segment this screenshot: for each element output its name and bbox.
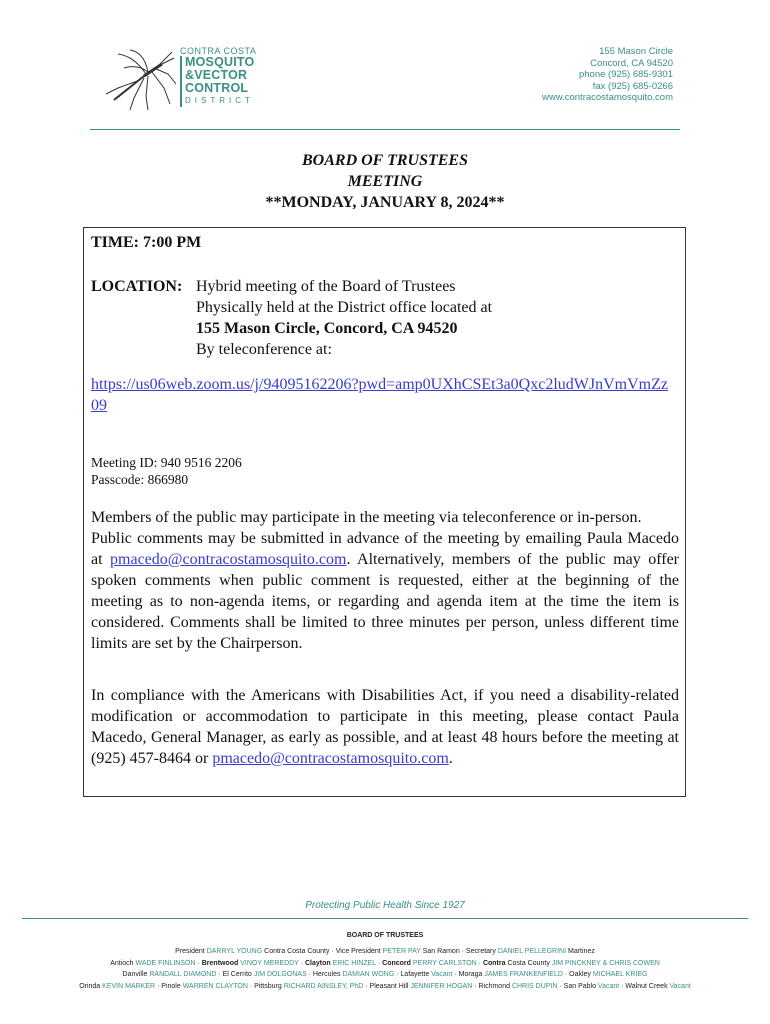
meeting-location <box>91 276 492 360</box>
trustee-name: MICHAEL KRIEG <box>592 971 648 978</box>
footer-divider <box>22 918 748 919</box>
public-participation-text: Members of the public may participate in the meeting via teleconference or in-person. <box>91 509 642 526</box>
public-comment-rest: . Alternatively, members of the public may offer spoken comments when public comment is requested, either at the beginning of the meeting as to non-agenda items, or regarding and agenda item at the time the item is considered. Comments shall be limited to three minutes per person, unless different time limits are set by the Chairperson. <box>91 551 680 652</box>
location-label: LOCATION: <box>91 278 183 295</box>
trustee-line <box>0 958 770 970</box>
trustee-name: PERRY CARLSTON <box>412 959 477 967</box>
trustee-name: Vacant <box>669 982 691 990</box>
trustee-city: · Walnut Creek <box>619 982 670 990</box>
logo-wordmark <box>180 46 256 107</box>
trustee-city: · <box>375 959 383 967</box>
trustee-city: · Richmond <box>472 982 512 990</box>
trustee-name: Vacant <box>431 971 453 978</box>
title-line-meeting: MEETING <box>347 173 423 190</box>
location-line: By teleconference at: <box>196 341 332 358</box>
trustee-line <box>0 981 770 993</box>
trustee-name: JENNIFER HOGAN <box>410 982 473 990</box>
contact-phone: phone (925) 685-9301 <box>578 69 673 80</box>
trustee-city: Danville <box>122 971 150 978</box>
title-line-board: BOARD OF TRUSTEES <box>302 152 468 169</box>
trustee-city: Brentwood <box>201 959 239 967</box>
contact-city: Concord, CA 94520 <box>590 57 673 69</box>
logo-line-contra-costa: CONTRA COSTA <box>180 46 257 56</box>
email-link-ada[interactable]: pmacedo@contracostamosquito.com <box>212 750 449 767</box>
mosquito-icon <box>104 48 178 112</box>
trustee-name: RANDALL DIAMOND <box>149 971 217 978</box>
trustee-line <box>0 969 770 981</box>
trustee-city: · Pinole <box>155 982 183 990</box>
trustee-name: VINOY MEREDDY <box>240 959 299 967</box>
trustee-city: · <box>476 959 483 967</box>
public-comment-text: Public comments may be submitted in advance of the meeting by emailing Paula Macedo at <box>91 530 679 568</box>
email-link[interactable]: pmacedo@contracostamosquito.com <box>110 551 347 568</box>
district-logo <box>104 46 264 114</box>
trustee-name: DANIEL PELLEGRINI <box>497 948 567 955</box>
footer-tagline: Protecting Public Health Since 1927 <box>305 900 465 911</box>
trustee-name: KEVIN MARKER <box>102 982 156 990</box>
trustee-city: · El Cerrito <box>216 971 254 978</box>
contact-web[interactable]: www.contracostamosquito.com <box>542 92 673 103</box>
trustee-name: CHRIS DUPIN <box>511 982 558 990</box>
meeting-time: TIME: 7:00 PM <box>91 234 202 251</box>
trustee-name: WADE FINLINSON <box>135 959 196 967</box>
trustee-name: RICHARD AINSLEY, PhD <box>283 982 364 990</box>
location-address: 155 Mason Circle, Concord, CA 94520 <box>196 320 458 337</box>
zoom-link[interactable]: https://us06web.zoom.us/j/94095162206?pwd=amp0UXhCSEt3a0Qxc2ludWJnVmVmZz09 <box>91 376 668 414</box>
title-line-date: **MONDAY, JANUARY 8, 2024** <box>265 194 505 211</box>
location-line: Hybrid meeting of the Board of Trustees <box>196 278 456 295</box>
trustee-city: Contra <box>482 959 506 967</box>
trustee-city: Concord <box>382 959 411 967</box>
trustee-city: Orinda <box>79 982 103 990</box>
logo-line-control: CONTROL <box>185 81 249 95</box>
meeting-id: Meeting ID: 940 9516 2206 <box>91 455 242 470</box>
trustee-name: JIM DOLGONAS <box>253 971 307 978</box>
ada-paragraph <box>91 685 679 769</box>
trustee-city: · Pleasant Hill <box>363 982 411 990</box>
contact-block <box>542 46 673 104</box>
ada-text-end: . <box>448 750 453 767</box>
trustee-name: WARREN CLAYTON <box>182 982 248 990</box>
ada-text: In compliance with the Americans with Disabilities Act, if you need a disability-related modification or accommodation to participate in this meeting, please contact Paula Macedo, General Manager, as early as possible, and at least 48 hours before the meeting at (925) 457-8464 or <box>91 687 679 767</box>
footer-board-label: BOARD OF TRUSTEES <box>346 932 424 939</box>
trustee-city: Costa County <box>505 959 552 967</box>
meeting-credentials <box>91 454 242 488</box>
trustee-city: · Pittsburg <box>247 982 284 990</box>
location-line: Physically held at the District office located at <box>196 299 493 316</box>
trustee-city: · Hercules <box>306 971 343 978</box>
meeting-details-box <box>83 227 686 797</box>
meeting-passcode: Passcode: 866980 <box>91 472 189 487</box>
trustee-city: Antioch <box>110 959 136 967</box>
header-divider <box>90 129 680 130</box>
contact-address: 155 Mason Circle <box>599 46 673 57</box>
trustee-name: ERIC HINZEL <box>332 959 376 967</box>
trustee-name: DAMIAN WONG <box>342 971 395 978</box>
trustee-city: President <box>175 948 207 955</box>
trustee-city: Clayton <box>304 959 331 967</box>
trustee-city: · <box>298 959 305 967</box>
trustee-city: San Ramon · Secretary <box>420 948 498 955</box>
trustee-city: · <box>195 959 202 967</box>
contact-fax: fax (925) 685-0266 <box>592 80 673 92</box>
trustee-city: · Lafayette <box>394 971 432 978</box>
logo-line-mosquito: MOSQUITO <box>185 55 255 69</box>
trustee-name: Vacant <box>597 982 620 990</box>
trustee-name: JAMES FRANKENFIELD <box>484 971 563 978</box>
page-title <box>0 150 770 213</box>
trustee-city: · Oakley <box>562 971 593 978</box>
trustee-city: Contra Costa County · Vice President <box>262 948 383 955</box>
trustee-city: · Moraga <box>452 971 485 978</box>
trustee-name: JIM PINCKNEY & CHRIS COWEN <box>551 959 660 967</box>
trustee-city: · San Pablo <box>557 982 598 990</box>
trustee-name: PETER PAY <box>382 948 421 955</box>
footer-trustee-list <box>0 946 770 992</box>
trustee-name: DARRYL YOUNG <box>206 948 263 955</box>
logo-line-district: DISTRICT <box>185 96 254 105</box>
trustee-city: Martinez <box>566 948 595 955</box>
public-comment-paragraph <box>91 507 679 654</box>
trustee-line <box>0 946 770 958</box>
logo-line-vector: &VECTOR <box>185 68 248 82</box>
